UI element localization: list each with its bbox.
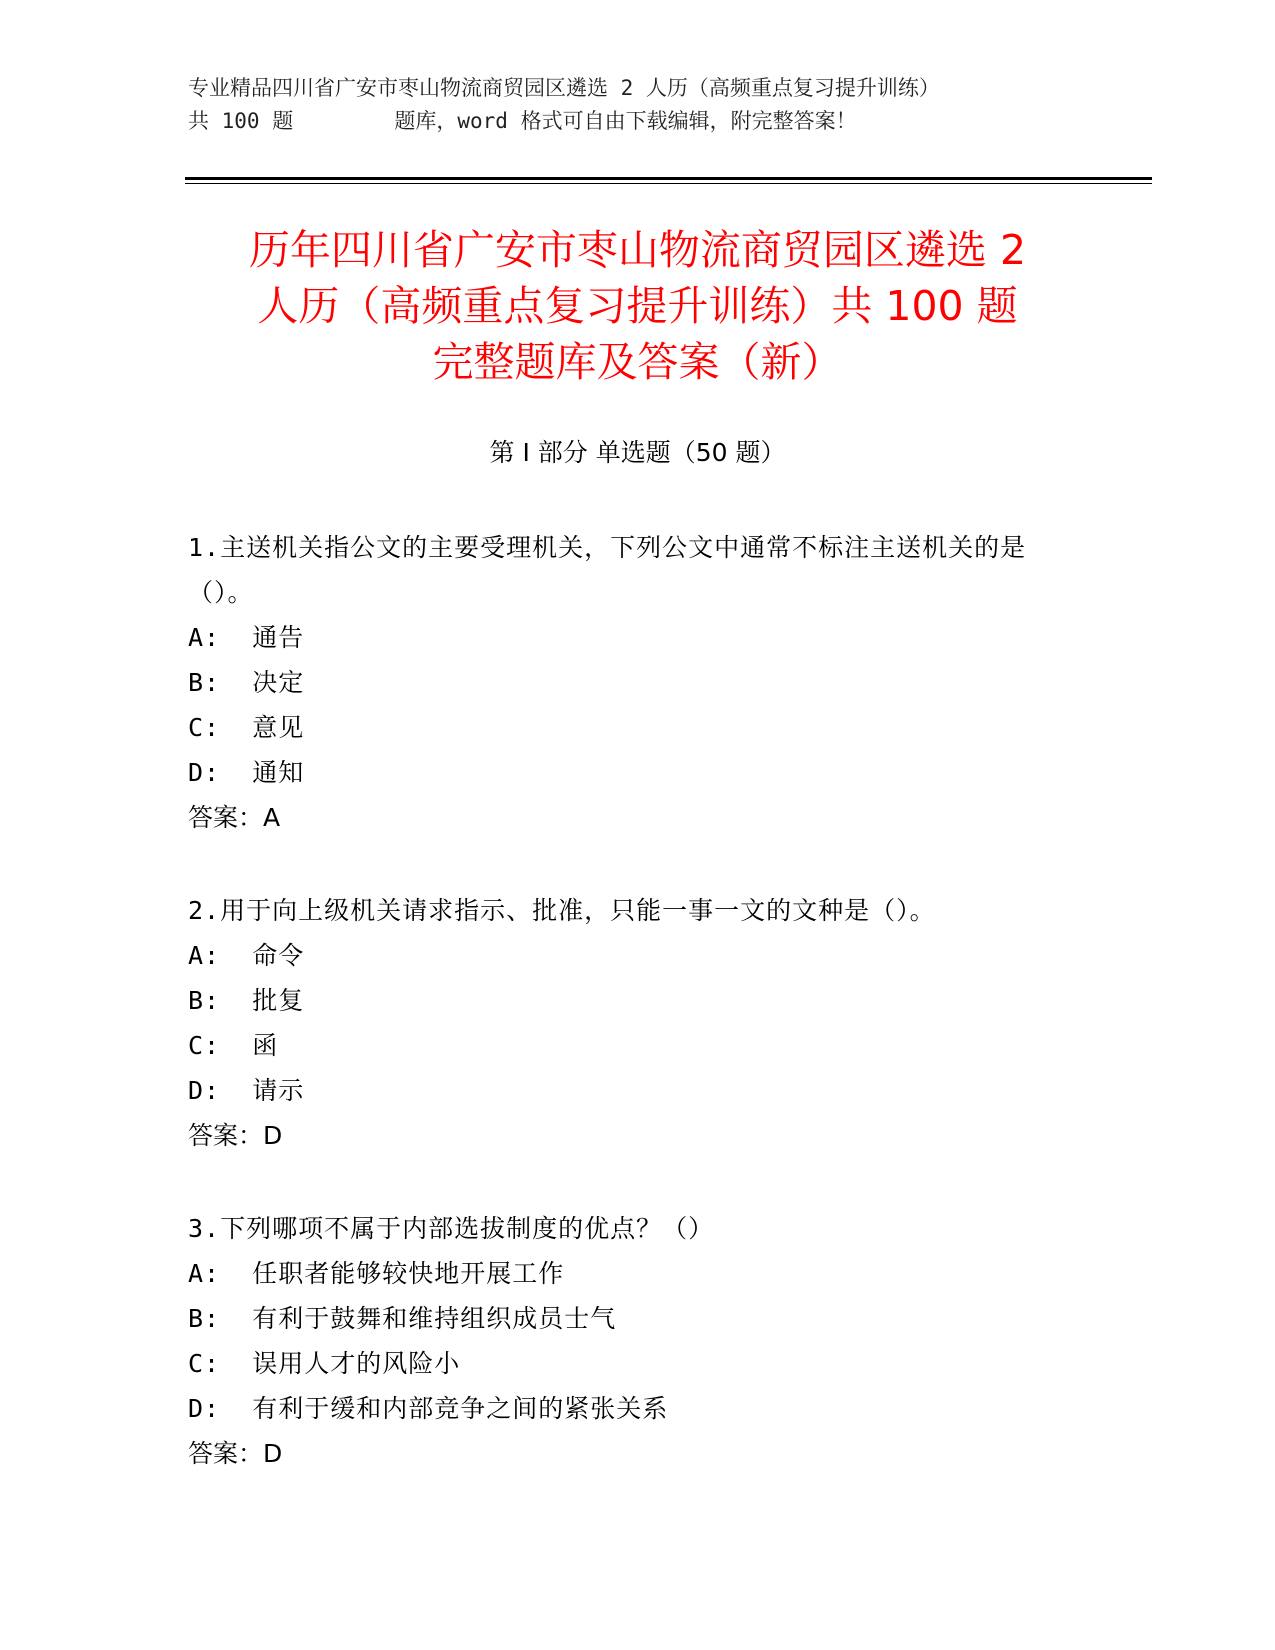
option-a: A: 命令 (188, 941, 305, 970)
question-3 (188, 1206, 1088, 1476)
header-note-line-1: 专业精品四川省广安市枣山物流商贸园区遴选 2 人历（高频重点复习提升训练） (188, 76, 940, 100)
option-b: B: 批复 (188, 986, 305, 1015)
header-divider-thick (185, 177, 1152, 180)
option-b: B: 有利于鼓舞和维持组织成员士气 (188, 1304, 617, 1333)
header-divider-thin (185, 183, 1152, 184)
header-note-line-2: 共 100 题 题库，word 格式可自由下载编辑，附完整答案！ (188, 109, 857, 133)
document-title-line-3: 完整题库及答案（新） (432, 338, 843, 386)
option-c: C: 误用人才的风险小 (188, 1349, 461, 1378)
question-list (188, 525, 1088, 1524)
question-1 (188, 525, 1088, 840)
answer: 答案：D (188, 1439, 283, 1468)
answer: 答案：D (188, 1121, 283, 1150)
answer: 答案：A (188, 803, 281, 832)
document-title-line-2: 人历（高频重点复习提升训练）共 100 题 (257, 282, 1018, 330)
option-c: C: 函 (188, 1031, 279, 1060)
option-b: B: 决定 (188, 668, 305, 697)
question-2 (188, 888, 1088, 1158)
section-title: 第 I 部分 单选题（50 题） (489, 438, 786, 467)
option-d: D: 请示 (188, 1076, 305, 1105)
question-stem: 1.主送机关指公文的主要受理机关，下列公文中通常不标注主送机关的是（）。 (188, 533, 1027, 607)
option-d: D: 有利于缓和内部竞争之间的紧张关系 (188, 1394, 669, 1423)
document-title (185, 222, 1090, 390)
option-a: A: 任职者能够较快地开展工作 (188, 1259, 565, 1288)
option-c: C: 意见 (188, 713, 305, 742)
question-stem: 3.下列哪项不属于内部选拔制度的优点？（） (188, 1214, 715, 1243)
header-note (188, 72, 1088, 138)
option-a: A: 通告 (188, 623, 305, 652)
option-d: D: 通知 (188, 758, 305, 787)
document-title-line-1: 历年四川省广安市枣山物流商贸园区遴选 2 (248, 226, 1027, 274)
question-stem: 2.用于向上级机关请求指示、批准，只能一事一文的文种是（）。 (188, 896, 936, 925)
